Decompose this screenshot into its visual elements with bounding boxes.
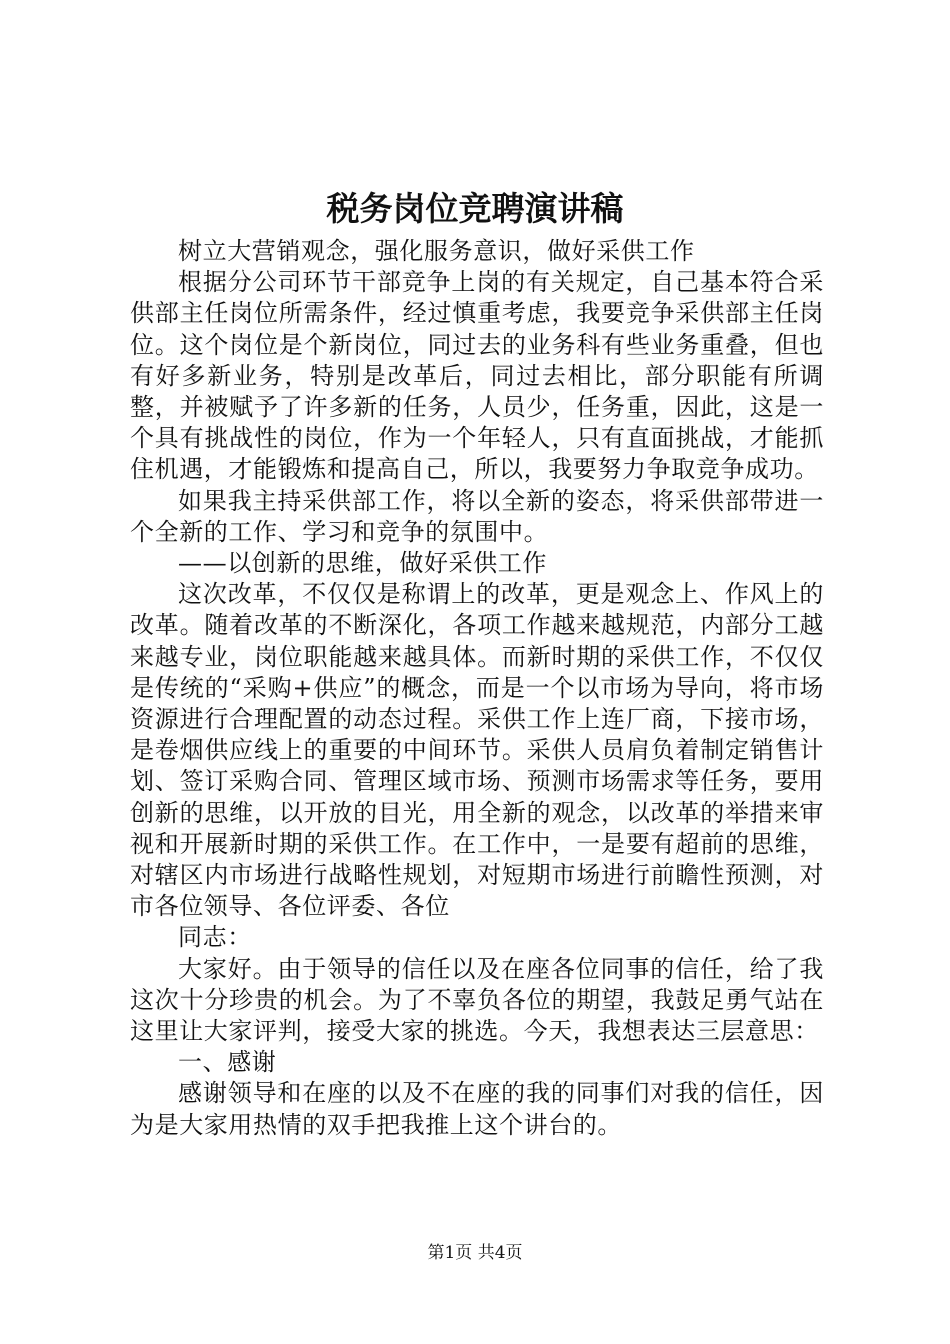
document-body [130,236,824,1141]
paragraph-subtitle: 树立大营销观念，强化服务意识，做好采供工作 [178,237,695,265]
paragraph-heading: 一、感谢 [178,1048,277,1077]
page-footer: 第1页 共4页 [427,1243,523,1263]
paragraph: 大家好。由于领导的信任以及在座各位同事的信任，给了我这次十分珍贵的机会。为了不辜负各位的期望，我鼓足勇气站在这里让大家评判，接受大家的挑选。今天，我想表达三层意思： [130,954,824,1046]
document-title: 税务岗位竞聘演讲稿 [326,189,624,228]
paragraph: 感谢领导和在座的以及不在座的我的同事们对我的信任，因为是大家用热情的双手把我推上这个讲台的。 [130,1079,824,1139]
paragraph: 根据分公司环节干部竞争上岗的有关规定，自己基本符合采供部主任岗位所需条件，经过慎重考虑，我要竞争采供部主任岗位。这个岗位是个新岗位，同过去的业务科有些业务重叠，但也有好多新业务，特别是改革后，同过去相比，部分职能有所调整，并被赋予了许多新的任务，人员少，任务重，因此，这是一个具有挑战性的岗位，作为一个年轻人，只有直面挑战，才能抓住机遇，才能锻炼和提高自己，所以，我要努力争取竞争成功。 [130,268,824,484]
paragraph-heading: ——以创新的思维，做好采供工作 [178,549,547,578]
paragraph: 这次改革，不仅仅是称谓上的改革，更是观念上、作风上的改革。随着改革的不断深化，各项工作越来越规范，内部分工越来越专业，岗位职能越来越具体。而新时期的采供工作，不仅仅是传统的“采购+供应”的概念，而是一个以市场为导向，将市场资源进行合理配置的动态过程。采供工作上连厂商，下接市场，是卷烟供应线上的重要的中间环节。采供人员肩负着制定销售计划、签订采购合同、管理区域市场、预测市场需求等任务，要用创新的思维，以开放的目光，用全新的观念，以改革的举措来审视和开展新时期的采供工作。在工作中，一是要有超前的思维，对辖区内市场进行战略性规划，对短期市场进行前瞻性预测，对市各位领导、各位评委、各位 [130,580,824,921]
paragraph-salutation: 同志： [178,923,252,952]
paragraph: 如果我主持采供部工作，将以全新的姿态，将采供部带进一个全新的工作、学习和竞争的氛围中。 [130,486,824,546]
